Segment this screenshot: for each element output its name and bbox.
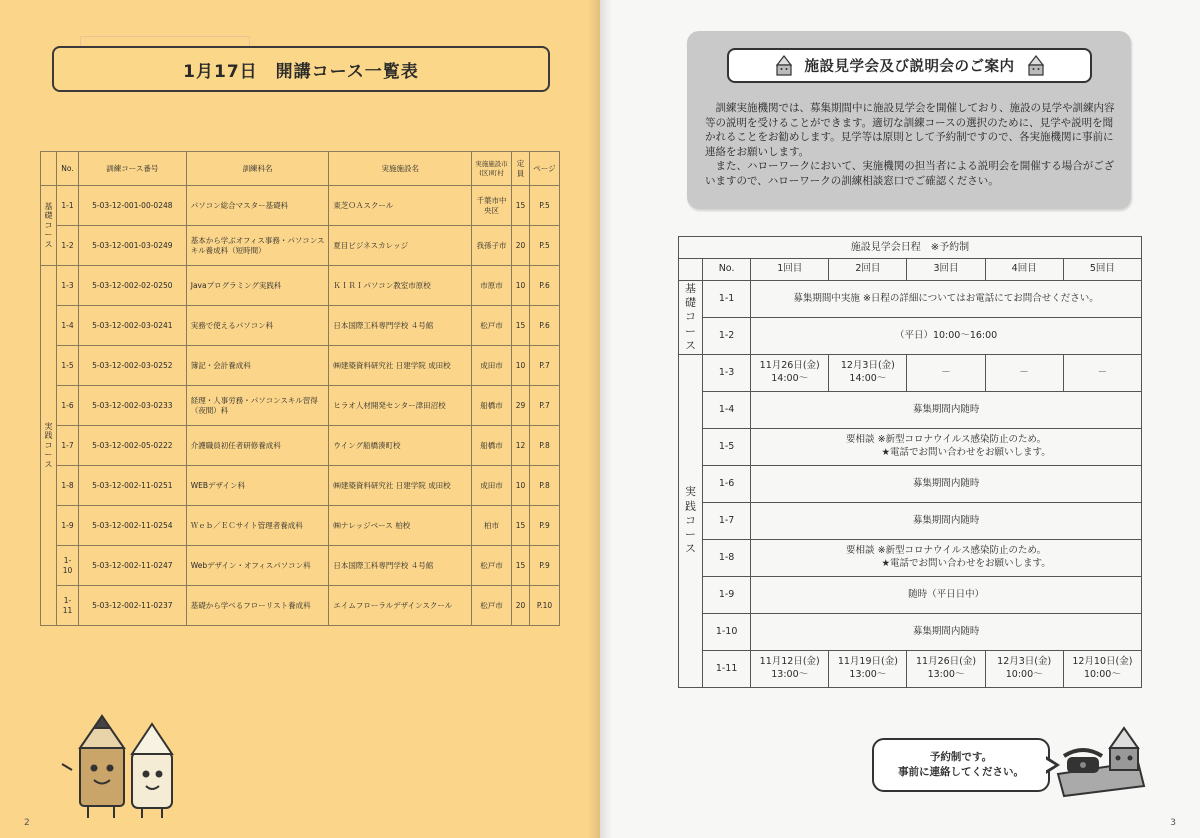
header-course: 訓練科名 (186, 152, 329, 186)
page-title-box (52, 46, 550, 92)
row-capacity: 12 (511, 426, 529, 466)
row-city: 成田市 (472, 466, 512, 506)
table-row (679, 503, 1142, 540)
row-code: 5-03-12-002-03-0241 (78, 306, 186, 346)
phone-note: ★電話でお問い合わせをお願いします。 (881, 558, 1051, 569)
row-city: 市原市 (472, 266, 512, 306)
row-code: 5-03-12-002-11-0254 (78, 506, 186, 546)
info-title-box (727, 48, 1092, 83)
row-no: 1-10 (703, 614, 751, 651)
row-page: P.7 (529, 346, 559, 386)
table-row (41, 466, 560, 506)
course-list-table (40, 151, 560, 626)
table-row (41, 506, 560, 546)
table-row (41, 426, 560, 466)
row-city: 柏市 (472, 506, 512, 546)
row-facility: 夏目ビジネスカレッジ (329, 226, 472, 266)
row-no: 1-3 (703, 355, 751, 392)
header-2nd: 2回目 (829, 259, 907, 281)
row-code: 5-03-12-001-00-0248 (78, 186, 186, 226)
row-no: 1-4 (56, 306, 78, 346)
consult-note: 要相談 ※新型コロナウイルス感染防止のため。 (846, 545, 1047, 557)
reservation-bubble (872, 738, 1050, 792)
phone-note: ★電話でお問い合わせをお願いします。 (881, 447, 1051, 458)
table-row (679, 540, 1142, 577)
table-row (41, 386, 560, 426)
table-row (679, 614, 1142, 651)
header-1st: 1回目 (751, 259, 829, 281)
bubble-text: 予約制です。 事前に連絡してください。 (898, 751, 1024, 778)
row-session: 12月3日(金) 14:00～ (829, 355, 907, 392)
row-page: P.8 (529, 426, 559, 466)
row-session: － (1063, 355, 1141, 392)
page-gutter (588, 0, 612, 838)
row-no: 1-1 (56, 186, 78, 226)
row-facility: ヒラオ人材開発センター津田沼校 (329, 386, 472, 426)
right-page (600, 0, 1200, 838)
header-code: 訓練コース番号 (78, 152, 186, 186)
schedule-caption: 施設見学会日程 ※予約制 (679, 237, 1142, 259)
table-row (41, 346, 560, 386)
header-5th: 5回目 (1063, 259, 1141, 281)
row-city: 松戸市 (472, 306, 512, 346)
row-course: 基礎から学べるフローリスト養成科 (186, 586, 329, 626)
row-city: 船橋市 (472, 426, 512, 466)
row-no: 1-1 (703, 281, 751, 318)
consult-note: 要相談 ※新型コロナウイルス感染防止のため。 (846, 434, 1047, 446)
row-schedule: 募集期間内随時 (751, 466, 1142, 503)
info-box (687, 31, 1131, 209)
row-page: P.10 (529, 586, 559, 626)
table-row (41, 266, 560, 306)
row-facility: ㈱ナレッジベース 柏校 (329, 506, 472, 546)
row-course: 基本から学ぶオフィス事務・パソコンスキル養成科（短時間） (186, 226, 329, 266)
tour-schedule-table (678, 236, 1142, 688)
row-capacity: 15 (511, 506, 529, 546)
row-code: 5-03-12-002-11-0247 (78, 546, 186, 586)
header-no: No. (56, 152, 78, 186)
row-course: WEBデザイン科 (186, 466, 329, 506)
row-course: 実務で使えるパソコン科 (186, 306, 329, 346)
row-course: Ｗｅｂ／ＥＣサイト管理者養成科 (186, 506, 329, 546)
row-capacity: 15 (511, 546, 529, 586)
row-no: 1-7 (56, 426, 78, 466)
row-page: P.7 (529, 386, 559, 426)
row-capacity: 20 (511, 586, 529, 626)
row-code: 5-03-12-002-11-0251 (78, 466, 186, 506)
header-no: No. (703, 259, 751, 281)
row-capacity: 10 (511, 466, 529, 506)
row-schedule: （平日）10:00～16:00 (751, 318, 1142, 355)
header-blank (679, 259, 703, 281)
info-title: 施設見学会及び説明会のご案内 (804, 59, 1015, 75)
info-paragraph: また、ハローワークにおいて、実施機関の担当者による説明会を開催する場合がございますので、ハローワークの訓練相談窓口でご確認ください。 (705, 160, 1115, 187)
row-page: P.9 (529, 506, 559, 546)
page-number-right: 3 (1170, 818, 1176, 828)
row-facility: 日本国際工科専門学校 ４号館 (329, 546, 472, 586)
row-city: 成田市 (472, 346, 512, 386)
table-row (679, 466, 1142, 503)
table-row (41, 186, 560, 226)
row-session: 11月12日(金) 13:00～ (751, 651, 829, 688)
row-session: 11月26日(金) 14:00～ (751, 355, 829, 392)
row-no: 1-2 (703, 318, 751, 355)
row-page: P.6 (529, 306, 559, 346)
header-3rd: 3回目 (907, 259, 985, 281)
row-capacity: 20 (511, 226, 529, 266)
row-city: 松戸市 (472, 586, 512, 626)
row-session: 12月10日(金) 10:00～ (1063, 651, 1141, 688)
row-course: Webデザイン・オフィスパソコン科 (186, 546, 329, 586)
category-basic: 基礎コース (679, 281, 703, 355)
table-row (679, 281, 1142, 318)
row-facility: 日本国際工科専門学校 ４号館 (329, 306, 472, 346)
row-no: 1-10 (56, 546, 78, 586)
row-capacity: 10 (511, 266, 529, 306)
row-page: P.9 (529, 546, 559, 586)
row-city: 松戸市 (472, 546, 512, 586)
row-code: 5-03-12-002-03-0233 (78, 386, 186, 426)
row-course: 簿記・会計養成科 (186, 346, 329, 386)
row-city: 我孫子市 (472, 226, 512, 266)
course-table-header (41, 152, 560, 186)
telephone-icon (1048, 722, 1148, 802)
table-row (679, 429, 1142, 466)
row-page: P.6 (529, 266, 559, 306)
row-schedule: 募集期間内随時 (751, 614, 1142, 651)
header-capacity: 定員 (511, 152, 529, 186)
row-schedule: 募集期間内随時 (751, 503, 1142, 540)
row-no: 1-6 (703, 466, 751, 503)
schedule-header (679, 259, 1142, 281)
row-session: 11月19日(金) 13:00～ (829, 651, 907, 688)
info-text (705, 101, 1115, 188)
table-row (679, 577, 1142, 614)
header-page: ページ (529, 152, 559, 186)
pencil-mascot-icon (58, 712, 208, 822)
row-facility: エイムフローラルデザインスクール (329, 586, 472, 626)
row-code: 5-03-12-002-05-0222 (78, 426, 186, 466)
row-city: 船橋市 (472, 386, 512, 426)
row-course: Javaプログラミング実践科 (186, 266, 329, 306)
table-row (679, 355, 1142, 392)
info-paragraph: 訓練実施機関では、募集期間中に施設見学会を開催しており、施設の見学や訓練内容等の説明を受けることができます。適切な訓練コースの選択のために、見学や説明を聞かれることをお勧めします。見学等は原則として予約制ですので、各実施機関に事前に連絡をお願いします。 (705, 102, 1115, 158)
row-schedule: 随時（平日日中） (751, 577, 1142, 614)
row-capacity: 10 (511, 346, 529, 386)
header-city: 実施施設市(区)町村 (472, 152, 512, 186)
row-course: パソコン総合マスター基礎科 (186, 186, 329, 226)
row-schedule: 募集期間内随時 (751, 392, 1142, 429)
row-no: 1-11 (56, 586, 78, 626)
row-capacity: 29 (511, 386, 529, 426)
table-row (679, 651, 1142, 688)
row-capacity: 15 (511, 306, 529, 346)
table-row (679, 318, 1142, 355)
row-code: 5-03-12-001-03-0249 (78, 226, 186, 266)
header-category (41, 152, 57, 186)
row-no: 1-4 (703, 392, 751, 429)
category-practical: 実践コース (41, 266, 57, 626)
row-no: 1-2 (56, 226, 78, 266)
pencil-mascot-icon (773, 55, 795, 77)
row-facility: ㈱建築資料研究社 日建学院 成田校 (329, 346, 472, 386)
header-facility: 実施施設名 (329, 152, 472, 186)
row-no: 1-7 (703, 503, 751, 540)
row-page: P.5 (529, 226, 559, 266)
table-row (41, 546, 560, 586)
page-number-left: 2 (24, 818, 30, 828)
row-course: 経理・人事労務・パソコンスキル習得（夜間）科 (186, 386, 329, 426)
row-schedule (751, 429, 1142, 466)
pencil-mascot-icon (1025, 55, 1047, 77)
row-schedule (751, 540, 1142, 577)
row-no: 1-6 (56, 386, 78, 426)
row-no: 1-5 (703, 429, 751, 466)
row-no: 1-9 (56, 506, 78, 546)
row-facility: 東芝ＯＡスクール (329, 186, 472, 226)
row-code: 5-03-12-002-02-0250 (78, 266, 186, 306)
header-4th: 4回目 (985, 259, 1063, 281)
table-row (41, 226, 560, 266)
category-practical: 実践コース (679, 355, 703, 688)
row-no: 1-9 (703, 577, 751, 614)
row-page: P.8 (529, 466, 559, 506)
table-row (679, 392, 1142, 429)
row-session: － (985, 355, 1063, 392)
row-page: P.5 (529, 186, 559, 226)
category-basic: 基礎コース (41, 186, 57, 266)
row-session: 11月26日(金) 13:00～ (907, 651, 985, 688)
row-no: 1-8 (703, 540, 751, 577)
row-session: － (907, 355, 985, 392)
row-city: 千葉市中央区 (472, 186, 512, 226)
row-no: 1-3 (56, 266, 78, 306)
row-schedule: 募集期間中実施 ※日程の詳細についてはお電話にてお問合せください。 (751, 281, 1142, 318)
row-no: 1-11 (703, 651, 751, 688)
table-row (41, 586, 560, 626)
page-title: 1月17日 開講コース一覧表 (183, 61, 419, 82)
row-facility: ウイング船橋湊町校 (329, 426, 472, 466)
row-facility: ＫＩＲＩパソコン教室市原校 (329, 266, 472, 306)
table-row (41, 306, 560, 346)
row-session: 12月3日(金) 10:00～ (985, 651, 1063, 688)
row-facility: ㈱建築資料研究社 日建学院 成田校 (329, 466, 472, 506)
row-no: 1-8 (56, 466, 78, 506)
row-no: 1-5 (56, 346, 78, 386)
row-code: 5-03-12-002-03-0252 (78, 346, 186, 386)
row-code: 5-03-12-002-11-0237 (78, 586, 186, 626)
row-course: 介護職員初任者研修養成科 (186, 426, 329, 466)
row-capacity: 15 (511, 186, 529, 226)
